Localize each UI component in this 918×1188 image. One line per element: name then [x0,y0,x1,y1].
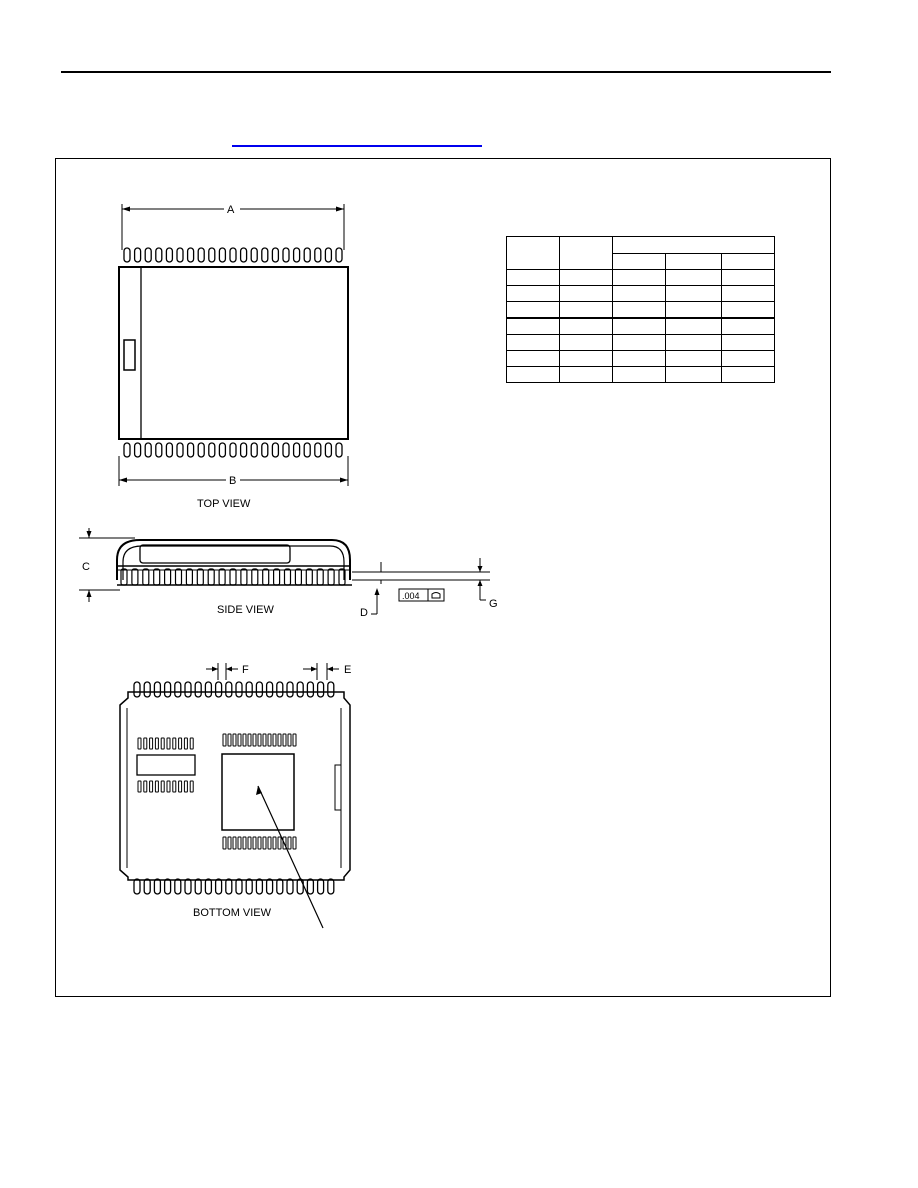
lead [138,738,141,749]
lead [195,682,201,697]
lead [145,443,151,457]
lead [325,248,331,262]
lead [219,248,225,262]
lead [328,682,334,697]
lead [165,569,171,585]
lead [278,837,281,849]
lead [219,443,225,457]
top-view-caption: TOP VIEW [197,498,251,510]
lead [156,443,162,457]
lead [198,248,204,262]
left-pad-row-lower [138,781,193,792]
side-view [79,528,498,619]
lead [156,248,162,262]
table-header-cell [613,237,775,254]
lead [186,569,192,585]
lead [230,569,236,585]
lead [307,879,313,894]
lead [294,248,300,262]
lead [205,682,211,697]
lead [173,781,176,792]
dim-e-label: E [344,664,352,676]
lead [223,734,226,746]
lead [179,738,182,749]
table-row [507,270,775,286]
lead [288,837,291,849]
lead [167,781,170,792]
lead [246,682,252,697]
lead [209,443,215,457]
lead [226,879,232,894]
dim-f-label: F [242,664,249,676]
lead [205,879,211,894]
lead [248,734,251,746]
lead [124,443,130,457]
table-row [507,302,775,319]
lead [287,879,293,894]
lead [175,682,181,697]
lead [161,738,164,749]
bottom-pin-row [124,443,342,457]
side-view-caption: SIDE VIEW [217,604,274,616]
lead [223,837,226,849]
lead [188,443,194,457]
lead [145,248,151,262]
lead [241,569,247,585]
lead [295,569,301,585]
lead [173,738,176,749]
lead [121,569,127,585]
dim-g-label: G [489,598,498,610]
table-header-cell [560,237,613,270]
top-pin-row [124,248,342,262]
lead [166,248,172,262]
lead [297,682,303,697]
lead [274,569,280,585]
lead [253,837,256,849]
dim-b-label: B [229,475,237,487]
lead [150,781,153,792]
lead [228,734,231,746]
lead [175,879,181,894]
table-row [507,351,775,367]
lead [248,837,251,849]
lead [177,443,183,457]
dimension-table [506,236,775,383]
lead [307,682,313,697]
lead [166,443,172,457]
dim-d-label: D [360,607,368,619]
lead [188,248,194,262]
lead [233,734,236,746]
lead [246,879,252,894]
lead [252,569,258,585]
lead [288,734,291,746]
lead [216,682,222,697]
lead [208,569,214,585]
dim-c-label: C [82,561,90,573]
lead [306,569,312,585]
lead [251,443,257,457]
lead [267,682,273,697]
dim-a-label: A [227,204,235,216]
lead [154,682,160,697]
center-pad-row-upper [223,734,296,746]
lead [294,443,300,457]
lead [238,837,241,849]
lead [155,738,158,749]
lead [304,248,310,262]
lead [209,248,215,262]
lead [243,837,246,849]
lead [190,738,193,749]
lead [143,569,149,585]
lead [238,734,241,746]
lead [267,879,273,894]
lead [197,569,203,585]
lead [315,443,321,457]
lead [138,781,141,792]
lead [176,569,182,585]
lead [315,248,321,262]
lead [230,443,236,457]
lead [277,682,283,697]
lead [144,781,147,792]
lead [263,569,269,585]
lead [184,781,187,792]
lead [233,837,236,849]
lead [132,569,138,585]
lead [150,738,153,749]
lead [154,569,160,585]
lead [198,443,204,457]
table-row [507,286,775,302]
lead [336,248,342,262]
lead [277,879,283,894]
lead [243,734,246,746]
lead [283,734,286,746]
lead [285,569,291,585]
lead [325,443,331,457]
lead [258,837,261,849]
lead [336,443,342,457]
lead [272,248,278,262]
lead [154,879,160,894]
lead [134,879,140,894]
lead [318,682,324,697]
lead [263,837,266,849]
lead [155,781,158,792]
lead [135,248,141,262]
center-pad-row-lower [223,837,296,849]
lead [328,569,334,585]
lead [297,879,303,894]
lead [179,781,182,792]
lead [253,734,256,746]
lead [144,682,150,697]
lead [228,837,231,849]
lead [318,879,324,894]
lead [283,248,289,262]
lead [184,738,187,749]
lead [124,248,130,262]
table-header-cell [613,254,666,270]
lead [241,248,247,262]
lead [177,248,183,262]
left-pad-row-upper [138,738,193,749]
lead [190,781,193,792]
flatness-value: .004 [402,591,420,601]
lead [219,569,225,585]
lead [165,682,171,697]
lead [134,682,140,697]
lead [317,569,323,585]
lead [256,682,262,697]
lead [216,879,222,894]
lead [268,734,271,746]
bottom-view-caption: BOTTOM VIEW [193,907,272,919]
table-row [507,318,775,335]
lead [272,443,278,457]
lead [328,879,334,894]
lead [135,443,141,457]
bottom-view [120,663,351,928]
lead [230,248,236,262]
lead [251,248,257,262]
lead [283,443,289,457]
lead [185,682,191,697]
lead [278,734,281,746]
lead [293,837,296,849]
lead [195,879,201,894]
table-header-cell [722,254,775,270]
lead [262,248,268,262]
lead [185,879,191,894]
lead [273,734,276,746]
side-pin-row [121,569,345,585]
lead [304,443,310,457]
table-row [507,367,775,383]
lead [161,781,164,792]
table-header-cell [666,254,722,270]
table-header-cell [507,237,560,270]
lead [236,879,242,894]
lead [241,443,247,457]
lead [256,879,262,894]
lead [262,443,268,457]
lead [165,879,171,894]
lead [236,682,242,697]
table-row [507,335,775,351]
lead [287,682,293,697]
lead [258,734,261,746]
lead [273,837,276,849]
lead [167,738,170,749]
bottom-view-top-pins [134,682,334,697]
lead [268,837,271,849]
lead [293,734,296,746]
lead [226,682,232,697]
lead [263,734,266,746]
lead [144,738,147,749]
lead [144,879,150,894]
top-view [119,204,348,510]
